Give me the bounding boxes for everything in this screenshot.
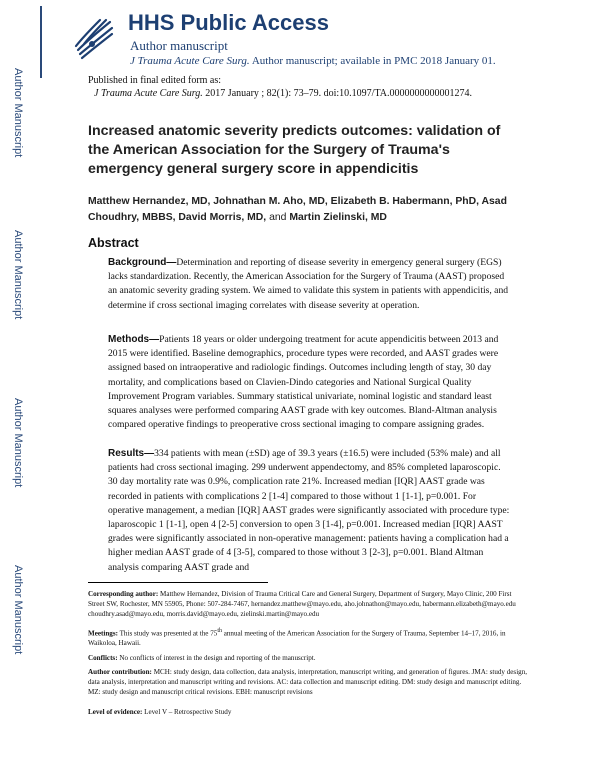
results-label: Results— xyxy=(108,448,155,459)
footnote-divider xyxy=(88,582,268,583)
hhs-public-access-title: HHS Public Access xyxy=(128,10,329,35)
abstract-heading: Abstract xyxy=(88,236,139,250)
methods-text: Patients 18 years or older undergoing treatment for acute appendicitis between 2013 and 2015 were identified. Baseline demographics, procedure types were recorded, and AAST grades were assigned based on intraoperative and radiologic findings. Outcomes including length of stay, 30 day mortality, and complications based on Clavien-Dindo categories and National Surgical Quality Improvement Program variables. Summary statistical univariate, nominal logistic and standard least squares analyses were performed comparing AAST grade with key outcomes. Bland-Altman analysis compared operative findings to preoperative cross sectional imaging to compare assigning grades. xyxy=(108,334,499,431)
contribution-note xyxy=(88,668,528,697)
sidebar-label-author-manuscript: Author Manuscript xyxy=(12,398,24,488)
corresponding-text: Matthew Hernandez, Division of Trauma Critical Care and General Surgery, Department of Surgery, Mayo Clinic, 200 First Street SW, Rochester, MN 55905, Phone: 507-284-7467, hernandez.matthew@mayo.edu, aho.johnathon@mayo.edu, habermann.elizabeth@mayo.edu choudhry.asad@mayo.edu, morris.david@mayo.edu, zielinski.martin@mayo.edu xyxy=(88,590,516,618)
meetings-superscript: th xyxy=(217,628,222,634)
published-label: Published in final edited form as: xyxy=(88,75,222,86)
availability-text: Author manuscript; available in PMC 2018 January 01. xyxy=(249,55,496,67)
sidebar xyxy=(0,0,40,776)
citation-details: 2017 January ; 82(1): 73–79. doi:10.1097/TA.0000000000001274. xyxy=(202,88,472,99)
methods-label: Methods— xyxy=(108,334,160,345)
background-paragraph xyxy=(108,256,512,313)
evidence-note xyxy=(88,708,528,718)
evidence-text: Level V – Retrospective Study xyxy=(142,708,232,716)
background-label: Background— xyxy=(108,257,177,268)
corresponding-label: Corresponding author: xyxy=(88,590,159,598)
methods-paragraph xyxy=(108,333,512,432)
sidebar-label-author-manuscript: Author Manuscript xyxy=(12,565,24,655)
sidebar-label-author-manuscript: Author Manuscript xyxy=(12,230,24,320)
sidebar-label-author-manuscript: Author Manuscript xyxy=(12,68,24,158)
meetings-text-cont: annual meeting of the American Association for the Surgery of Trauma, September 14–17, 2016, in Waikoloa, Hawaii. xyxy=(88,629,506,648)
meetings-text: This study was presented at the 75 xyxy=(117,629,218,638)
author-list xyxy=(88,194,518,226)
conflicts-note xyxy=(88,654,528,664)
journal-availability-line xyxy=(130,55,496,67)
meetings-label: Meetings: xyxy=(88,629,118,638)
results-text: 334 patients with mean (±SD) age of 39.3 years (±16.5) were included (53% male) and all patients had cross sectional imaging. 299 underwent appendectomy, and 85% completed laparoscopic. 30 day mortality rate was 0.9%, complication rate 21%. Increased median [IQR] AAST grade was recorded in patients with complications 2 [1-4] compared to those without 1 [1-1], p=0.001. For operative management, a median [IQR] AAST grades were significantly associated with procedure type: laparoscopic 1 [1-1], open 4 [2-5] conversion to open 3 [1-4], p=0.001. Increased median [IQR] AAST grades were significantly associated in non-operative management: patients having a complication had a higher median AAST grade of 4 [3-5], compared to those without 3 [2-3], p=0.001. Bland Altman analysis comparing AAST grade and xyxy=(108,448,510,573)
header-divider xyxy=(40,6,42,78)
author-and: and xyxy=(266,212,290,223)
journal-name: J Trauma Acute Care Surg. xyxy=(130,55,250,67)
hhs-eagle-logo xyxy=(72,14,116,62)
contribution-text: MCH: study design, data collection, data analysis, interpretation, manuscript writing, and generation of figures. JMA: study design, data analysis, interpretation and manuscript writing and revisions. AC: data collection and manuscript editing. DM: study design and manuscript editing. MZ: study design and manuscript critical revisions. EBH: manuscript revisions xyxy=(88,668,528,696)
meetings-note xyxy=(88,627,528,649)
contribution-label: Author contribution: xyxy=(88,668,152,676)
article-title: Increased anatomic severity predicts outcomes: validation of the American Association for the Surgery of Trauma's emergency general surgery score in appendicitis xyxy=(88,123,501,177)
results-paragraph xyxy=(108,447,512,575)
citation-journal: J Trauma Acute Care Surg. xyxy=(94,88,203,99)
corresponding-author-note xyxy=(88,590,528,619)
conflicts-label: Conflicts: xyxy=(88,654,118,662)
publication-citation xyxy=(94,88,472,99)
conflicts-text: No conflicts of interest in the design and reporting of the manuscript. xyxy=(117,654,316,662)
evidence-label: Level of evidence: xyxy=(88,708,143,716)
background-text: Determination and reporting of disease severity in emergency general surgery (EGS) lacks standardization. Recently, the American Association for the Surgery of Trauma (AAST) proposed an anatomic severity grading system. We aimed to validate this system in patients with appendicitis, and determine if cross sectional imaging correlates with disease severity at operation. xyxy=(108,257,509,311)
author-manuscript-subtitle: Author manuscript xyxy=(130,38,228,53)
author-last: Martin Zielinski, MD xyxy=(289,212,387,223)
author-names: Matthew Hernandez, MD, Johnathan M. Aho, MD, Elizabeth B. Habermann, PhD, Asad Choudhry, MBBS, David Morris, MD, xyxy=(88,196,507,223)
